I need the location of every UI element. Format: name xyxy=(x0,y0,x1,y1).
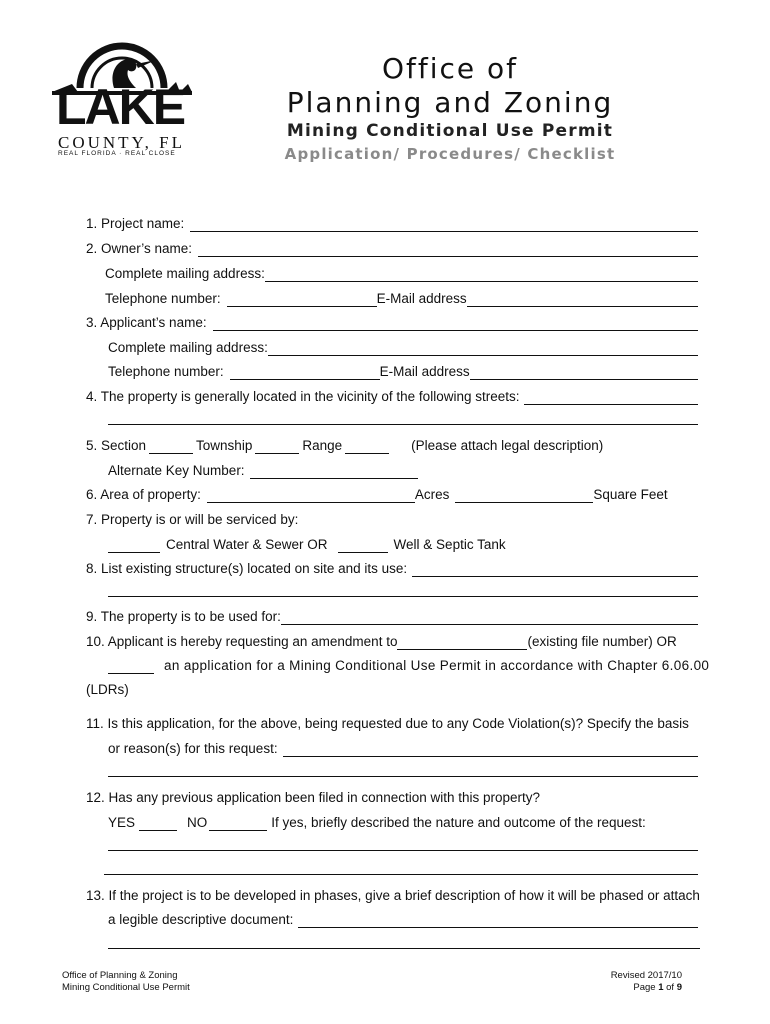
logo-county-text: COUNTY, FL xyxy=(58,133,185,152)
descriptive-document-field-line-2[interactable] xyxy=(108,948,700,949)
page-title-line-2: Planning and Zoning xyxy=(286,86,614,119)
previous-request-field-line-2[interactable] xyxy=(104,874,698,875)
page-current: 1 xyxy=(658,982,664,993)
footer-left xyxy=(62,970,190,994)
streets-label: 4. The property is generally located in the vicinity of the following streets: xyxy=(86,389,520,404)
applicant-mailing-label: Complete mailing address: xyxy=(108,340,268,355)
section-label: 5. Section xyxy=(86,438,147,453)
descriptive-document-field[interactable] xyxy=(298,914,698,928)
owner-mailing-label: Complete mailing address: xyxy=(105,266,265,281)
section-field[interactable] xyxy=(149,440,193,454)
form-row-yes-no xyxy=(108,813,698,831)
legal-description-note: (Please attach legal description) xyxy=(411,438,604,453)
form-row-owner-contact xyxy=(105,289,698,307)
existing-file-number-field[interactable] xyxy=(397,636,527,650)
form-row-mining-application xyxy=(108,656,710,674)
page-subtitle-secondary: Application/ Procedures/ Checklist xyxy=(284,145,616,163)
used-for-label: 9. The property is to be used for: xyxy=(86,609,281,624)
owner-name-label: 2. Owner’s name: xyxy=(86,241,193,256)
area-label: 6. Area of property: xyxy=(86,487,201,502)
previous-request-description-label: If yes, briefly described the nature and outcome of the request: xyxy=(271,815,646,830)
reason-field[interactable] xyxy=(283,743,698,757)
form-row-used-for xyxy=(86,607,698,625)
applicant-name-label: 3. Applicant’s name: xyxy=(86,315,207,330)
owner-email-label: E-Mail address xyxy=(376,291,467,306)
applicant-mailing-field[interactable] xyxy=(268,342,698,356)
township-label: Township xyxy=(196,438,253,453)
applicant-phone-field[interactable] xyxy=(230,366,380,380)
township-field[interactable] xyxy=(255,440,299,454)
form-row-alternate-key xyxy=(108,461,418,479)
owner-mailing-field[interactable] xyxy=(265,268,698,282)
page-title-line-1: Office of xyxy=(381,52,519,85)
page-subtitle: Mining Conditional Use Permit xyxy=(286,121,614,141)
footer-office-name: Office of Planning & Zoning xyxy=(62,970,178,981)
square-feet-field[interactable] xyxy=(455,489,593,503)
form-row-streets xyxy=(86,387,698,405)
range-field[interactable] xyxy=(345,440,389,454)
phases-question: 13. If the project is to be developed in phases, give a brief description of how it will be phased or attach xyxy=(86,888,700,903)
applicant-phone-label: Telephone number: xyxy=(108,364,224,379)
serviced-by-label: 7. Property is or will be serviced by: xyxy=(86,512,299,527)
yes-checkbox[interactable] xyxy=(139,817,177,831)
project-name-label: 1. Project name: xyxy=(86,216,185,231)
form-row-phases xyxy=(86,886,706,904)
acres-label: Acres xyxy=(414,487,450,502)
form-row-area xyxy=(86,485,686,503)
form-row-ldrs xyxy=(86,680,186,698)
form-row-structures xyxy=(86,559,698,577)
no-label: NO xyxy=(187,815,208,830)
structures-field-line-2[interactable] xyxy=(108,596,698,597)
page-of: of xyxy=(666,982,675,993)
reason-field-line-2[interactable] xyxy=(108,776,698,777)
form-row-owner-mailing xyxy=(105,264,698,282)
project-name-field[interactable] xyxy=(190,218,698,232)
structures-field[interactable] xyxy=(412,563,698,577)
form-row-section-township-range xyxy=(86,436,626,454)
form-row-owner-name xyxy=(86,239,698,257)
central-water-label: Central Water & Sewer OR xyxy=(166,537,328,552)
central-water-checkbox[interactable] xyxy=(108,539,160,553)
well-septic-checkbox[interactable] xyxy=(338,539,388,553)
acres-field[interactable] xyxy=(207,489,415,503)
form-row-project-name xyxy=(86,214,698,232)
streets-field-line-2[interactable] xyxy=(108,424,698,425)
footer-page-number xyxy=(611,982,682,994)
well-septic-label: Well & Septic Tank xyxy=(393,537,506,552)
form-row-service-options xyxy=(108,535,608,553)
alternate-key-label: Alternate Key Number: xyxy=(108,463,245,478)
applicant-email-label: E-Mail address xyxy=(379,364,470,379)
page-total: 9 xyxy=(676,982,682,993)
logo-tagline: REAL FLORIDA · REAL CLOSE xyxy=(58,150,176,157)
alternate-key-field[interactable] xyxy=(250,465,418,479)
footer-form-name: Mining Conditional Use Permit xyxy=(62,982,190,993)
streets-field[interactable] xyxy=(524,391,698,405)
owner-phone-label: Telephone number: xyxy=(105,291,221,306)
form-row-previous-application xyxy=(86,788,698,806)
structures-label: 8. List existing structure(s) located on site and its use: xyxy=(86,561,408,576)
applicant-name-field[interactable] xyxy=(213,317,698,331)
descriptive-document-label: a legible descriptive document: xyxy=(108,912,294,927)
form-row-applicant-name xyxy=(86,313,698,331)
yes-label: YES xyxy=(108,815,136,830)
existing-file-label: (existing file number) OR xyxy=(527,634,677,649)
used-for-field[interactable] xyxy=(281,611,698,625)
form-row-applicant-contact xyxy=(108,362,698,380)
footer-right xyxy=(611,970,682,994)
no-checkbox[interactable] xyxy=(209,817,267,831)
range-label: Range xyxy=(302,438,343,453)
form-row-descriptive-document xyxy=(108,910,698,928)
ldrs-label: (LDRs) xyxy=(86,682,129,697)
code-violation-question: 11. Is this application, for the above, being requested due to any Code Violation(s)? Specify the basis xyxy=(86,716,689,731)
owner-phone-field[interactable] xyxy=(227,293,377,307)
previous-application-question: 12. Has any previous application been filed in connection with this property? xyxy=(86,790,541,805)
owner-name-field[interactable] xyxy=(198,243,698,257)
form-row-amendment xyxy=(86,632,698,650)
page-prefix: Page xyxy=(633,982,656,993)
mining-application-label: an application for a Mining Conditional Use Permit in accordance with Chapter 6.06.00 xyxy=(164,658,710,673)
form-row-code-violation xyxy=(86,714,698,732)
form-row-serviced-by xyxy=(86,510,698,528)
previous-request-field-line-1[interactable] xyxy=(108,850,698,851)
applicant-email-field[interactable] xyxy=(470,366,698,380)
form-row-applicant-mailing xyxy=(108,338,698,356)
owner-email-field[interactable] xyxy=(467,293,698,307)
reason-label: or reason(s) for this request: xyxy=(108,741,278,756)
mining-application-checkbox[interactable] xyxy=(108,660,154,674)
footer-revision: Revised 2017/10 xyxy=(610,970,682,981)
amendment-label: 10. Applicant is hereby requesting an amendment to xyxy=(86,634,398,649)
logo-wordmark: LAKE xyxy=(56,79,185,135)
square-feet-label: Square Feet xyxy=(593,487,668,502)
form-row-reason xyxy=(108,739,698,757)
